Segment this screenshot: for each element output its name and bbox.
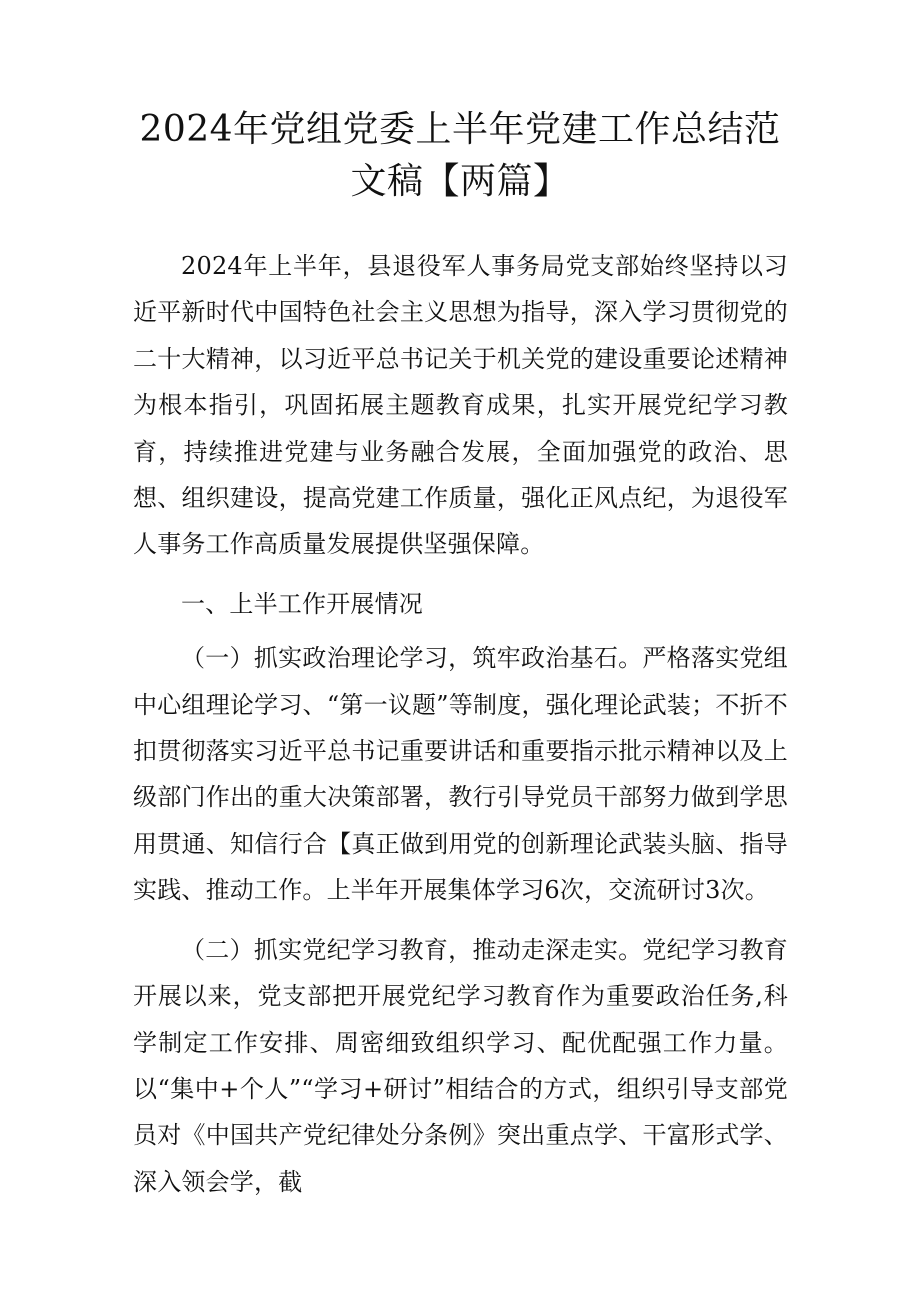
document-body	[133, 243, 788, 1218]
document-title: 2024年党组党委上半年党建工作总结范文稿【两篇】	[139, 109, 781, 202]
intro-paragraph: 2024年上半年，县退役军人事务局党支部始终坚持以习近平新时代中国特色社会主义思想为指导，深入学习贯彻党的二十大精神，以习近平总书记关于机关党的建设重要论述精神为根本指引，巩固拓展主题教育成果，扎实开展党纪学习教育，持续推进党建与业务融合发展，全面加强党的政治、思想、组织建设，提高党建工作质量，强化正风点纪，为退役军人事务工作高质量发展提供坚强保障。	[133, 252, 788, 559]
subsection-1-paragraph: （一）抓实政治理论学习，筑牢政治基石。严格落实党组中心组理论学习、“第一议题”等制度，强化理论武装；不折不扣贯彻落实习近平总书记重要讲话和重要指示批示精神以及上级部门作出的重大决策部署，教行引导党员干部努力做到学思用贯通、知信行合【真正做到用党的创新理论武装头脑、指导实践、推动工作。上半年开展集体学习6次，交流研讨3次。	[133, 644, 788, 905]
section-heading: 一、上半工作开展情况	[181, 589, 423, 618]
subsection-2-paragraph: （二）抓实党纪学习教育，推动走深走实。党纪学习教育开展以来，党支部把开展党纪学习教育作为重要政治任务,科学制定工作安排、周密细致组织学习、配优配强工作力量。以“集中+个人”“学习+研讨”相结合的方式，组织引导支部党员对《中国共产党纪律处分条例》突出重点学、干富形式学、深入领会学，截	[133, 935, 788, 1196]
